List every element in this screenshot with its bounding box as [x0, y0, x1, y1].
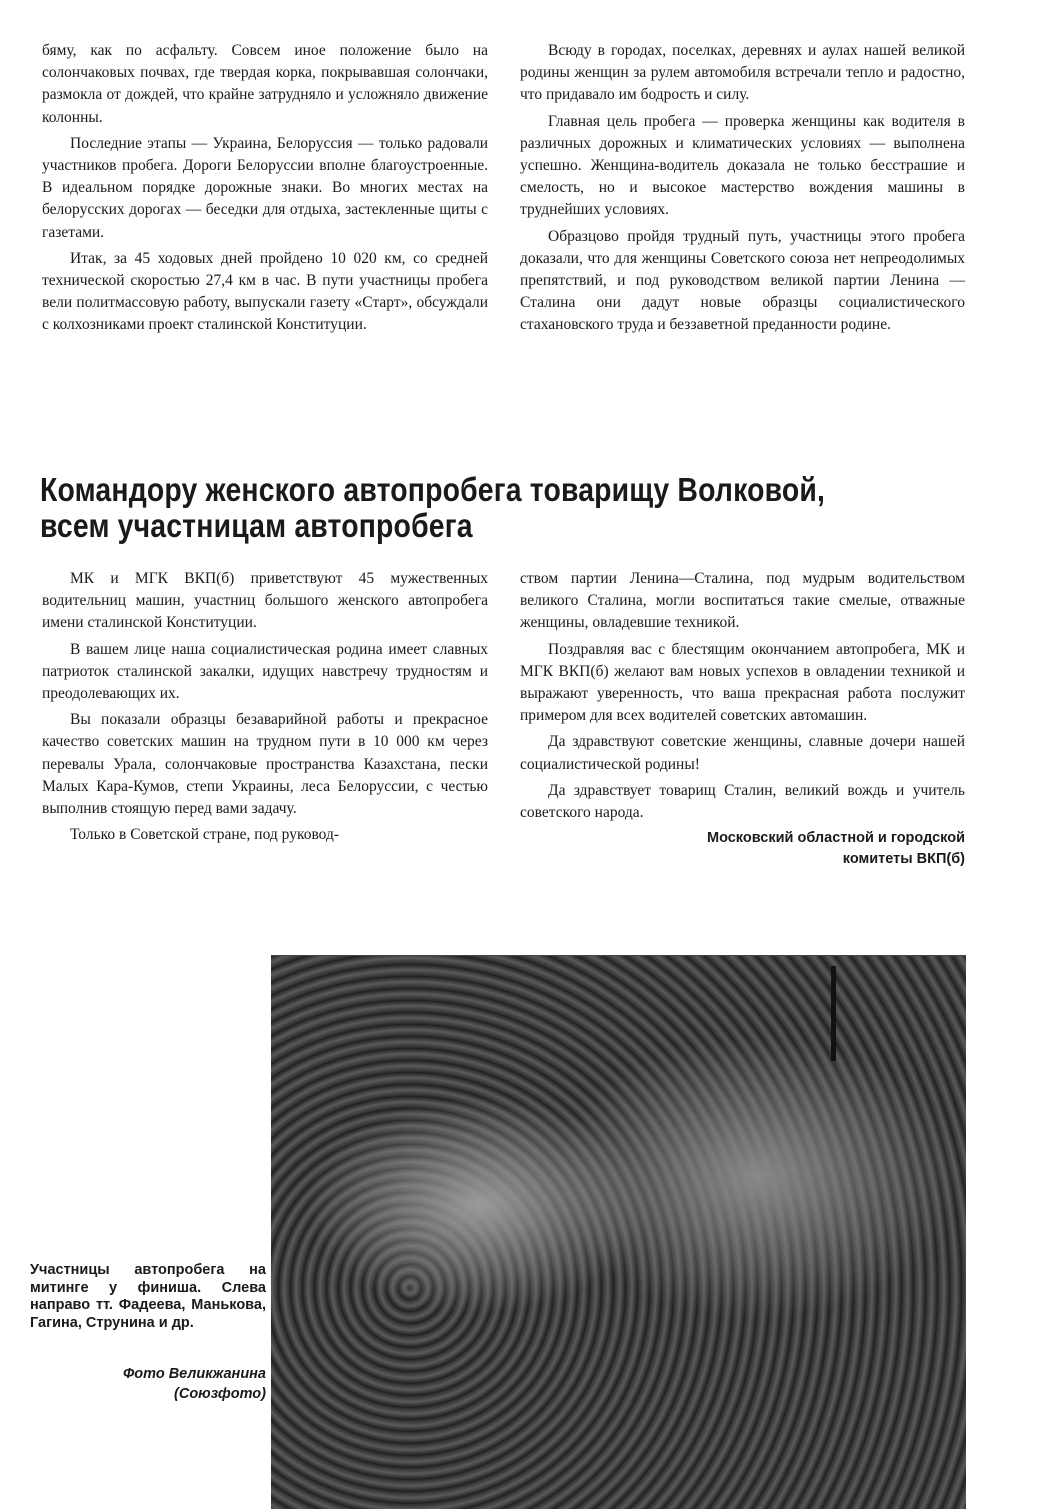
paragraph: Всюду в городах, поселках, деревнях и аулах нашей великой родины женщин за рулем автомобиля встречали тепло и радостно, что придавало им бодрость и силу. [520, 42, 965, 104]
paragraph: Последние этапы — Украина, Белоруссия — только радовали участников пробега. Дороги Белоруссии вполне благоустроенные. В идеальном порядке дорожные знаки. Во многих местах на белорусских дорогах — беседки для отдыха, застекленные щиты с газетами. [42, 134, 488, 241]
headline-line-2: всем участницам автопробега [40, 507, 473, 544]
top-right-column [520, 40, 965, 341]
paragraph: бяму, как по асфальту. Совсем иное положение было на солончаковых почвах, где твердая корка, покрывавшая солончаки, размокла от дождей, что крайне затрудняло и усложняло движение колонны. [42, 42, 488, 126]
paragraph: Главная цель пробега — проверка женщины как водителя в различных дорожных и климатических условиях — выполнена успешно. Женщина-водитель доказала не только бесстрашие и смелость, но и высокое мастерство вождения машины в труднейших условиях. [520, 112, 965, 219]
flagpole [831, 966, 836, 1061]
paragraph: Образцово пройдя трудный путь, участницы этого пробега доказали, что для женщины Советского союза нет непреодолимых препятствий, и под руководством великой партии Ленина — Сталина они дадут новые образцы социалистического стахановского труда и беззаветной преданности родине. [520, 227, 965, 334]
photo-credit [30, 1364, 266, 1404]
paragraph: ством партии Ленина—Сталина, под мудрым водительством великого Сталина, могли воспитаться такие смелые, отважные женщины, овладевшие техникой. [520, 570, 965, 632]
headline-line-1: Командору женского автопробега товарищу Волковой, [40, 471, 826, 508]
paragraph: Вы показали образцы безаварийной работы и прекрасное качество советских машин на трудном пути в 10 000 км через перевалы Урала, солончаковые пространства Казахстана, пески Малых Кара-Кумов, степи Украины, леса Белоруссии, с честью выполнив стоящую перед вами задачу. [42, 711, 488, 818]
photo-credit-author: Фото Великжанина [122, 1366, 266, 1382]
signature-line-1: Московский областной и городской [707, 830, 965, 847]
paragraph: Только в Советской стране, под руковод- [70, 826, 340, 844]
article-headline [40, 472, 866, 544]
signature-line-2: комитеты ВКП(б) [842, 851, 965, 868]
paragraph: Поздравляя вас с блестящим окончанием автопробега, МК и МГК ВКП(б) желают вам новых успехов в овладении техникой и выражают уверенность, что ваша прекрасная работа послужит примером для всех водителей советских автомашин. [520, 640, 965, 725]
article-right-column [520, 568, 965, 870]
photo-caption: Участницы автопробега на митинге у финиша. Слева направо тт. Фадеева, Манькова, Гагина, Струнина и др. [30, 1262, 266, 1331]
photo-credit-agency: (Союзфото) [174, 1386, 266, 1402]
article-left-column [42, 568, 488, 850]
signature [520, 828, 965, 870]
top-left-column [42, 40, 488, 341]
paragraph: В вашем лице наша социалистическая родина имеет славных патриоток сталинской закалки, идущих навстречу трудностям и преодолевающих их. [42, 640, 488, 703]
paragraph: МК и МГК ВКП(б) приветствуют 45 мужественных водительниц машин, участниц большого женского автопробега имени сталинской Конституции. [42, 570, 488, 632]
paragraph: Да здравствуют советские женщины, славные дочери нашей социалистической родины! [520, 733, 965, 773]
crowd-photo [271, 955, 966, 1509]
paragraph: Итак, за 45 ходовых дней пройдено 10 020 км, со средней технической скоростью 27,4 км в час. В пути участницы пробега вели политмассовую работу, выпускали газету «Старт», обсуждали с колхозниками проект сталинской Конституции. [42, 249, 488, 334]
paragraph: Да здравствует товарищ Сталин, великий вождь и учитель советского народа. [520, 781, 965, 822]
